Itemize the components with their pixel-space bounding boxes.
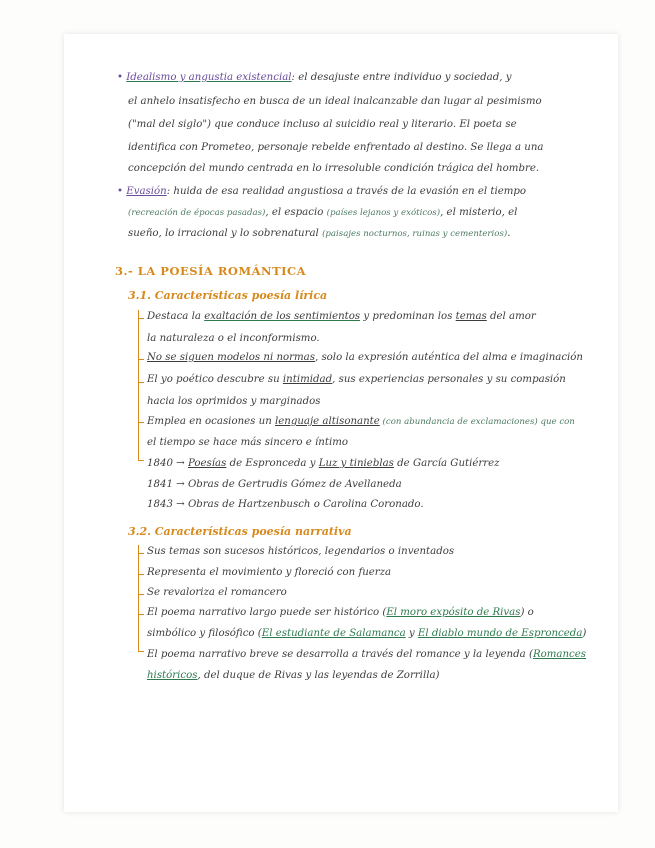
lirica-text: 1840 → bbox=[147, 458, 188, 469]
evasion-note-3: (paisajes nocturnos, ruinas y cementerios) bbox=[322, 229, 508, 239]
lirica-underlined: temas bbox=[455, 311, 487, 322]
idealismo-heading: Idealismo y angustia existencial bbox=[126, 72, 292, 83]
narrativa-work: Romances bbox=[532, 649, 586, 660]
idealismo-text-1: : el desajuste entre individuo y sociedad, y bbox=[291, 72, 512, 83]
idealismo-line-4: identifica con Prometeo, personaje rebelde enfrentado al destino. Se llega a una bbox=[128, 142, 544, 153]
lirica-text: Emplea en ocasiones un bbox=[147, 416, 275, 427]
lirica-text: Destaca la bbox=[147, 311, 205, 322]
mal-del-siglo: ("mal del siglo") bbox=[128, 119, 211, 130]
lirica-underlined: Luz y tinieblas bbox=[318, 458, 394, 469]
narrativa-text: y bbox=[405, 628, 418, 639]
evasion-line-1: • Evasión: huida de esa realidad angustiosa a través de la evasión en el tiempo bbox=[117, 186, 527, 197]
evasion-heading: Evasión bbox=[126, 186, 167, 197]
evasion-line-2 bbox=[128, 207, 517, 218]
narrativa-text: El poema narrativo breve se desarrolla a través del romance y la leyenda ( bbox=[147, 649, 533, 660]
tick bbox=[138, 359, 144, 360]
narrativa-work: históricos bbox=[147, 670, 198, 681]
lirica-item-4b: el tiempo se hace más sincero e íntimo bbox=[147, 437, 349, 448]
narrativa-item-3: Se revaloriza el romancero bbox=[147, 587, 287, 598]
tick bbox=[138, 594, 144, 595]
idealismo-line-2: el anhelo insatisfecho en busca de un ideal inalcanzable dan lugar al pesimismo bbox=[128, 96, 542, 107]
tick bbox=[138, 318, 144, 319]
lirica-item-1b: la naturaleza o el inconformismo. bbox=[147, 333, 320, 344]
narrativa-work: El diablo mundo de Espronceda bbox=[417, 628, 583, 639]
lirica-item-2 bbox=[147, 352, 583, 363]
narrativa-text: ) bbox=[582, 628, 587, 639]
tick bbox=[138, 651, 144, 652]
evasion-text-3: sueño, lo irracional y lo sobrenatural bbox=[128, 228, 319, 239]
idealismo-line-5: concepción del mundo centrada en lo irresoluble condición trágica del hombre. bbox=[128, 163, 540, 174]
lirica-item-5 bbox=[147, 458, 500, 469]
narrativa-work: El estudiante de Salamanca bbox=[261, 628, 406, 639]
lirica-item-1 bbox=[147, 311, 536, 322]
narrativa-item-2: Representa el movimiento y floreció con fuerza bbox=[147, 567, 392, 578]
lirica-note: (con abundancia de exclamaciones) que con bbox=[379, 417, 575, 427]
lirica-underlined: exaltación de los sentimientos bbox=[204, 311, 361, 322]
evasion-note-2: (países lejanos y exóticos) bbox=[326, 208, 441, 218]
tick bbox=[138, 460, 144, 461]
lirica-text: , sus experiencias personales y su compasión bbox=[332, 374, 566, 385]
lirica-underlined: intimidad bbox=[282, 374, 333, 385]
lirica-item-7: 1843 → Obras de Hartzenbusch o Carolina Coronado. bbox=[147, 499, 424, 510]
lirica-item-3 bbox=[147, 374, 566, 385]
lirica-underlined: No se siguen modelos ni normas bbox=[147, 352, 315, 363]
lirica-text: del amor bbox=[486, 311, 536, 322]
narrativa-item-5 bbox=[147, 649, 586, 660]
tick bbox=[138, 382, 144, 383]
lirica-text: de García Gutiérrez bbox=[393, 458, 500, 469]
tick bbox=[138, 574, 144, 575]
lirica-underlined: lenguaje altisonante bbox=[275, 416, 380, 427]
narrativa-item-4b bbox=[147, 628, 586, 639]
lirica-text: El yo poético descubre su bbox=[147, 374, 283, 385]
idealismo-line-3 bbox=[128, 119, 517, 130]
narrativa-text: , del duque de Rivas y las leyendas de Zorrilla) bbox=[197, 670, 440, 681]
lirica-item-6: 1841 → Obras de Gertrudis Gómez de Avellaneda bbox=[147, 479, 402, 490]
evasion-text-1: : huida de esa realidad angustiosa a través de la evasión en el tiempo bbox=[166, 186, 527, 197]
narrativa-text: El poema narrativo largo puede ser histórico ( bbox=[147, 607, 387, 618]
tick bbox=[138, 614, 144, 615]
lirica-underlined: Poesías bbox=[187, 458, 227, 469]
subsection-3-2-title: 3.2. Características poesía narrativa bbox=[128, 525, 352, 538]
narrativa-item-1: Sus temas son sucesos históricos, legendarios o inventados bbox=[147, 546, 455, 557]
narrativa-item-5b bbox=[147, 670, 440, 681]
narrativa-text: ) o bbox=[520, 607, 534, 618]
lirica-item-3b: hacia los oprimidos y marginados bbox=[147, 396, 321, 407]
section-3-title: 3.- LA POESÍA ROMÁNTICA bbox=[115, 264, 307, 278]
subsection-3-1-title: 3.1. Características poesía lírica bbox=[128, 289, 328, 302]
lirica-text: y predominan los bbox=[360, 311, 456, 322]
lirica-text: , solo la expresión auténtica del alma e imaginación bbox=[314, 352, 583, 363]
narrativa-text: simbólico y filosófico ( bbox=[147, 628, 262, 639]
narrativa-work: El moro expósito de Rivas bbox=[386, 607, 521, 618]
lirica-item-4 bbox=[147, 416, 575, 427]
idealismo-line-1: • Idealismo y angustia existencial: el desajuste entre individuo y sociedad, y bbox=[117, 72, 512, 83]
evasion-note-1: (recreación de épocas pasadas) bbox=[128, 208, 266, 218]
idealismo-text-3: que conduce incluso al suicidio real y literario. El poeta se bbox=[214, 119, 517, 130]
evasion-text-2a: , el espacio bbox=[265, 207, 324, 218]
tick bbox=[138, 553, 144, 554]
bracket-3-1 bbox=[138, 310, 139, 460]
tick bbox=[138, 422, 144, 423]
narrativa-item-4 bbox=[147, 607, 534, 618]
evasion-period: . bbox=[507, 228, 511, 239]
bracket-3-2 bbox=[138, 545, 139, 651]
evasion-text-2b: , el misterio, el bbox=[440, 207, 518, 218]
evasion-line-3 bbox=[128, 228, 510, 239]
lirica-text: de Espronceda y bbox=[226, 458, 319, 469]
